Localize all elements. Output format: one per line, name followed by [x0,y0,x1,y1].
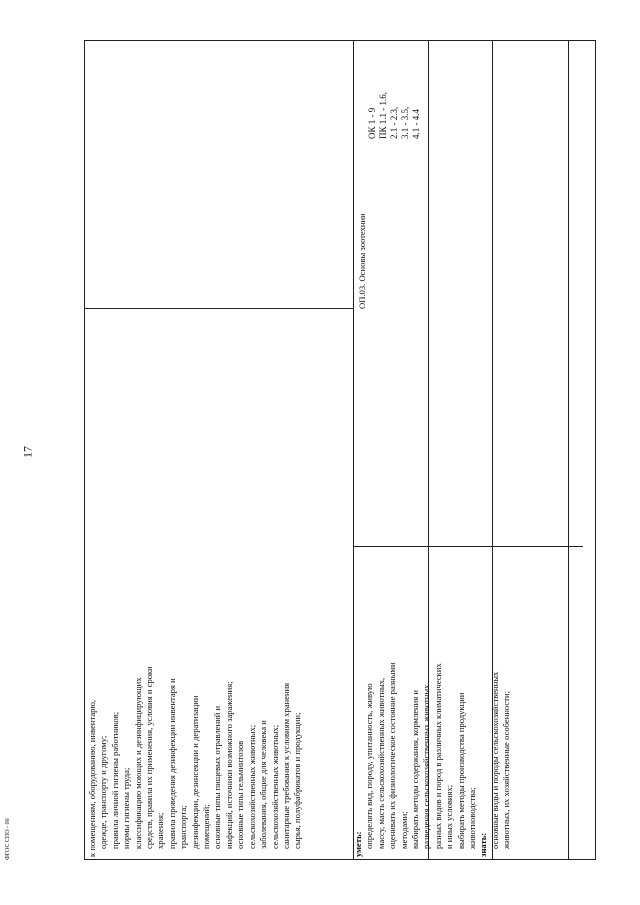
text-line: оценивать их физиологическое состояние разными [387,662,398,849]
curriculum-table [84,40,596,860]
column1-upper-text [87,312,304,857]
text-line: уметь: [353,831,363,857]
competency-codes [367,59,422,139]
text-line: правила личной гигиены работников; [109,711,120,849]
text-line: массу, масть сельскохозяйственных животных, [375,677,386,849]
text-line: выбирать методы производства продукции [455,692,466,849]
text-line: определять вид, породу, упитанность, живую [364,683,375,849]
text-line: нормы гигиены труда; [121,767,132,849]
text-line: хранения; [155,812,166,849]
text-line: классификацию моющих и дезинфицирующих [132,677,143,849]
text-line: и иных условиях; [444,784,455,849]
competency-line: ПК 1.1 - 1.6, [378,92,388,139]
text-line: животноводства; [467,787,478,849]
page-number: 17 [20,446,35,458]
text-line: разных видов и пород в различных климатических [432,663,443,849]
text-line: к помещениям, оборудованию, инвентарю, [87,699,97,857]
text-line: разведения сельскохозяйственных животных [421,684,432,849]
text-line: выбирать методы содержания, кормления и [410,690,421,849]
competency-line: 2.1 - 2.3, [389,106,399,139]
text-line: правила проведения дезинфекции инвентаря и [166,678,177,849]
competency-line: ОК 1 - 9 [367,107,377,139]
text-line: методами; [398,811,409,849]
text-line: санитарные требования к условиям хранения [280,682,291,849]
text-line: заболевания, общие для человека и [258,720,269,849]
text-line: животных, их хозяйственные особенности; [501,691,512,849]
text-line: инфекций, источники возможного заражения; [223,681,234,849]
subject-name: ОП.03. Основы зоотехнии [357,213,367,309]
text-line: сырья, полуфабрикатов и продукции; [292,712,303,849]
competency-line: 4.1 - 4.4 [411,109,421,139]
competency-line: 3.1 - 3.5, [400,106,410,139]
text-line: сельскохозяйственных животных; [246,724,257,849]
text-line: помещений; [201,804,212,849]
column1-lower-text [353,312,513,857]
text-line: сельскохозяйственных животных; [269,724,280,849]
text-line: основные виды и породы сельскохозяйственных [489,671,500,849]
text-line: одежде, транспорту и другому; [98,735,109,849]
text-line: основные типы пищевых отравлений и [212,705,223,849]
row-divider-text [85,308,353,309]
text-line: транспорта; [178,805,189,849]
text-line: основные типы гельминтозов [235,740,246,849]
col-divider-4 [568,41,569,859]
text-line: средств, правила их применения, условия и сроки [144,666,155,849]
footer-label: ФГОС СПО - 06 [5,818,11,860]
text-line: знать: [478,832,489,857]
text-line: дезинфекции, дезинсекции и дератизации [189,695,200,849]
